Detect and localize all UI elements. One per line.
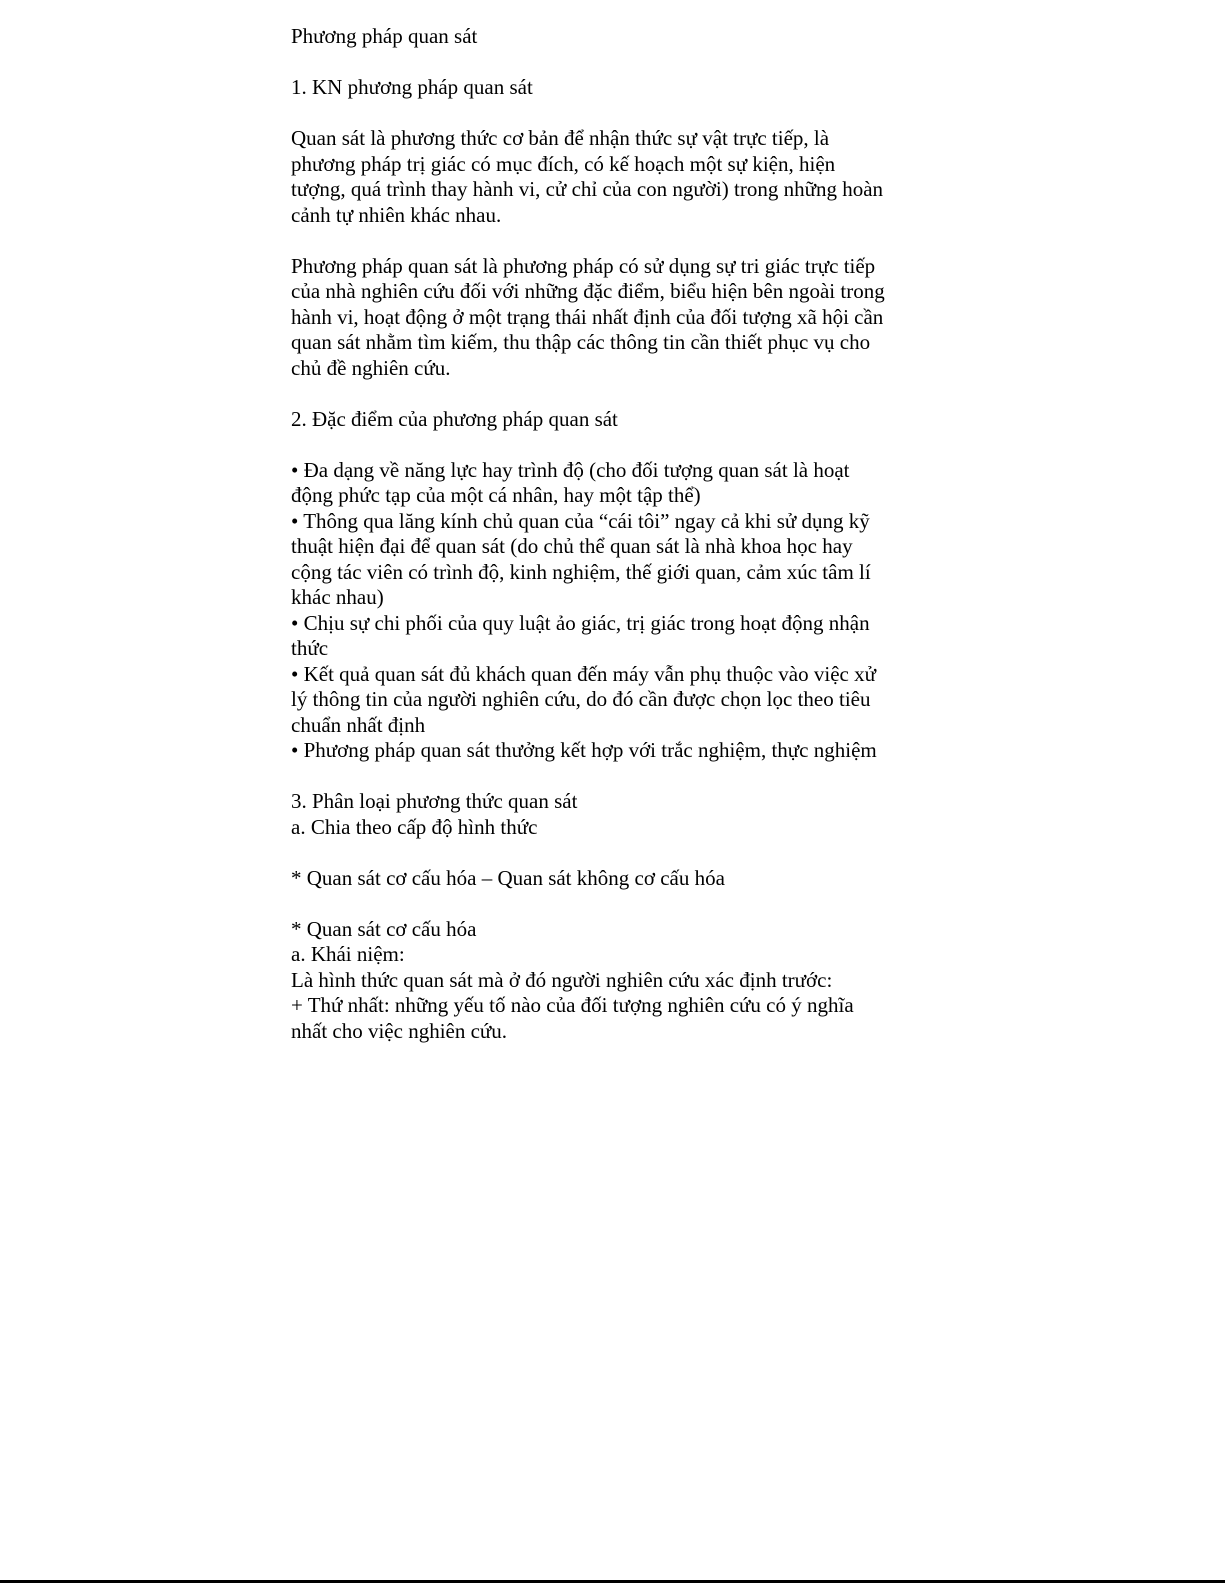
bullet-item: • Thông qua lăng kính chủ quan của “cái tôi” ngay cả khi sử dụng kỹ thuật hiện đại để quan sát (do chủ thể quan sát là nhà khoa học hay cộng tác viên có trình độ, kinh nghiệm, thế giới quan, cảm xúc tâm lí khác nhau) — [291, 508, 871, 609]
bullet-item: • Kết quả quan sát đủ khách quan đến máy vẫn phụ thuộc vào việc xử lý thông tin của người nghiên cứu, do đó cần được chọn lọc theo tiêu chuẩn nhất định — [291, 661, 876, 737]
bullet-item: • Phương pháp quan sát thưởng kết hợp với trắc nghiệm, thực nghiệm — [291, 738, 877, 762]
concept-text: Là hình thức quan sát mà ở đó người nghiên cứu xác định trước: — [291, 967, 833, 992]
spacer — [291, 891, 931, 917]
first-point: + Thứ nhất: những yếu tố nào của đối tượng nghiên cứu có ý nghĩa nhất cho việc nghiên cứu. — [291, 993, 854, 1043]
concept-label: a. Khái niệm: — [291, 942, 405, 966]
document-title: Phương pháp quan sát — [291, 24, 478, 48]
document-body — [291, 24, 931, 1044]
section1-heading: 1. KN phương pháp quan sát — [291, 75, 533, 99]
section3-subheading: a. Chia theo cấp độ hình thức — [291, 814, 538, 839]
section3-heading: 3. Phân loại phương thức quan sát — [291, 789, 578, 813]
spacer — [291, 764, 931, 790]
spacer — [291, 50, 931, 76]
spacer — [291, 840, 931, 866]
spacer — [291, 432, 931, 458]
section2-heading: 2. Đặc điểm của phương pháp quan sát — [291, 406, 618, 431]
structured-observation-title: * Quan sát cơ cấu hóa — [291, 916, 477, 941]
spacer — [291, 101, 931, 127]
spacer — [291, 381, 931, 407]
section1-paragraph-1: Quan sát là phương thức cơ bản để nhận thức sự vật trực tiếp, là phương pháp trị giác có mục đích, có kế hoạch một sự kiện, hiện tượng, quá trình thay hành vi, cử chỉ của con người) trong những hoàn cảnh tự nhiên khác nhau. — [291, 126, 884, 227]
page-bottom-border — [0, 1580, 1225, 1583]
section3-comparison: * Quan sát cơ cấu hóa – Quan sát không cơ cấu hóa — [291, 865, 725, 890]
bullet-item: • Chịu sự chi phối của quy luật ảo giác, trị giác trong hoạt động nhận thức — [291, 610, 870, 660]
spacer — [291, 228, 931, 254]
section1-paragraph-2: Phương pháp quan sát là phương pháp có sử dụng sự tri giác trực tiếp của nhà nghiên cứu đối với những đặc điểm, biểu hiện bên ngoài trong hành vi, hoạt động ở một trạng thái nhất định của đối tượng xã hội cần quan sát nhằm tìm kiếm, thu thập các thông tin cần thiết phục vụ cho chủ đề nghiên cứu. — [291, 253, 885, 380]
bullet-item: • Đa dạng về năng lực hay trình độ (cho đối tượng quan sát là hoạt động phức tạp của một cá nhân, hay một tập thể) — [291, 457, 850, 507]
